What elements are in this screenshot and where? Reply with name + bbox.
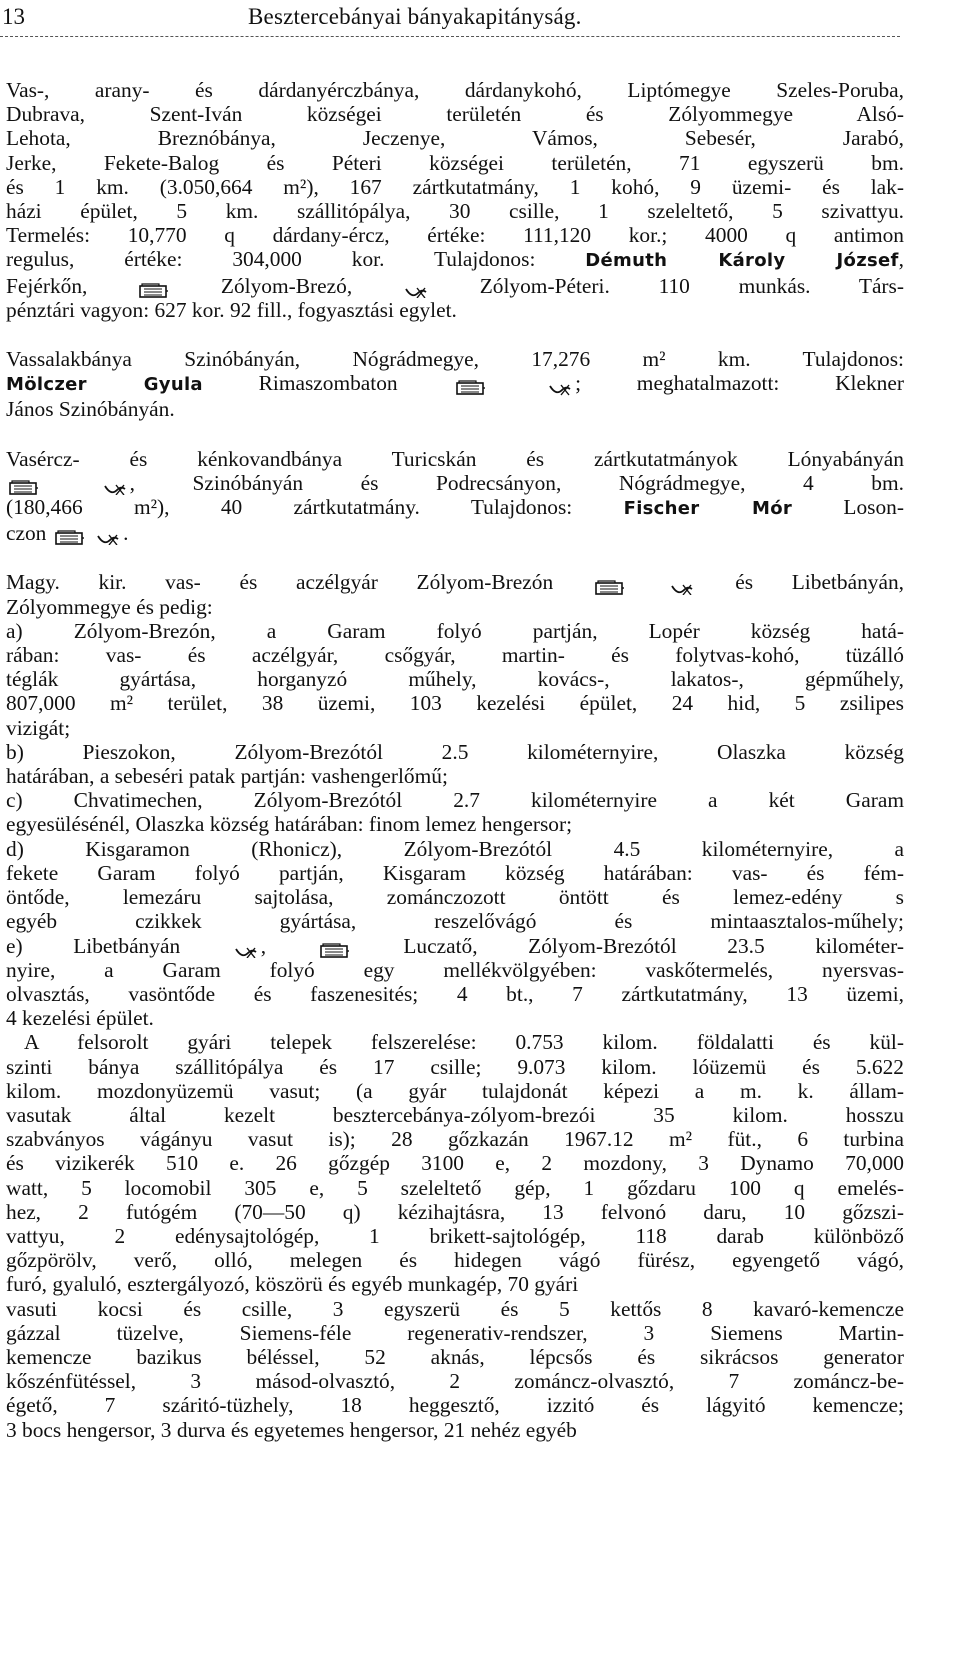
text-line: 4 kezelési épület. [6,1006,154,1031]
text-line: Magy. kir. vas- és aczélgyár Zólyom-Brezón és Libetbányán, [6,570,904,595]
text-line: a) Zólyom-Brezón, a Garam folyó partján, Lopér község hatá- [6,618,904,643]
text-line: 3 bocs hengersor, 3 durva és egyetemes hengersor, 21 nehéz egyéb [6,1417,577,1442]
text-line: fekete Garam folyó partján, Kisgaram község határában: vas- és fém- [6,860,904,885]
text-line: határában, a sebeséri patak partján: vashengerlőmű; [6,764,448,789]
text-line: Termelés: 10,770 q dárdany-ércz, értéke: 111,120 kor.; 4000 q antimon [6,223,904,248]
text-line: kilom. mozdonyüzemü vasut; (a gyár tulajdonát képezi a m. k. állam- [6,1078,904,1103]
text-line: vizigát; [6,715,71,740]
telegraph-icon [103,478,127,492]
text-line: és vizikerék 510 e. 26 gőzgép 3100 e, 2 mozdony, 3 Dynamo 70,000 [6,1151,904,1176]
text-line: gázzal tüzelve, Siemens-féle regenerativ-rendszer, 3 Siemens Martin- [6,1320,904,1345]
text-line: hez, 2 futógém (70—50 q) kézihajtásra, 13 felvonó daru, 10 gőzszi- [6,1199,904,1224]
entry-paragraph [6,347,904,422]
text-line: János Szinóbányán. [6,397,175,422]
text-line: és 1 km. (3.050,664 m²), 167 zártkutatmány, 1 kohó, 9 üzemi- és lak- [6,174,904,199]
text-line: 807,000 m² terület, 38 üzemi, 103 kezelési épület, 24 hid, 5 zsilipes [6,691,904,716]
post-horn-icon [595,577,625,593]
text-line: vasuti kocsi és csille, 3 egyszerü és 5 kettős 8 kavaró-kemencze [6,1296,904,1321]
text-line: egyesülésénél, Olaszka község határában: finom lemez hengersor; [6,812,573,837]
text-line: (180,466 m²), 40 zártkutatmány. Tulajdonos: Fischer Mór Loson- [6,495,904,520]
text-line: szinti bánya szállitópálya és 17 csille; 9.073 kilom. lóüzemü és 5.622 [6,1054,904,1079]
text-line: Fejérkőn, Zólyom-Brezó, Zólyom-Péteri. 110 munkás. Társ- [6,273,904,298]
text-line: e) Libetbányán , Luczatő, Zólyom-Brezótól 23.5 kilométer- [6,933,904,958]
running-head: Besztercebányai bányakapitányság. [248,4,582,29]
text-line: olvasztás, vasöntőde és faszenesités; 4 bt., 7 zártkutatmány, 13 üzemi, [6,981,904,1006]
post-horn-icon [320,940,350,956]
header-rule [0,36,900,37]
text-line: Zólyommegye és pedig: [6,594,213,619]
entry-paragraph [6,78,904,322]
post-horn-icon [55,527,85,543]
text-line: házi épület, 5 km. szállitópálya, 30 csille, 1 szeleltető, 5 szivattyu. [6,199,904,224]
text-line: rában: vas- és aczélgyár, csőgyár, martin- és folytvas-kohó, tüzálló [6,643,904,668]
owner-name: Démuth Károly József [585,250,899,272]
text-line: czon . [6,521,129,546]
telegraph-icon [404,281,428,295]
text-line: szabványos vágányu vasut is); 28 gőzkazán 1967.12 m² füt., 6 turbina [6,1127,904,1152]
owner-name: Fischer Mór [623,498,793,520]
text-line: Vassalakbánya Szinóbányán, Nógrádmegye, 17,276 m² km. Tulajdonos: [6,347,904,372]
text-line: c) Chvatimechen, Zólyom-Brezótól 2.7 kilométernyire a két Garam [6,788,904,813]
document-body [6,78,904,1467]
telegraph-icon [548,378,572,392]
entry-paragraph [6,447,904,546]
text-line: nyire, a Garam folyó egy mellékvölgyében: vaskőtermelés, nyersvas- [6,957,904,982]
text-line: öntőde, lemezáru sajtolása, zománczozott öntött és lemez-edény s [6,885,904,910]
text-line: A felsorolt gyári telepek felszerelése: 0.753 kilom. földalatti és kül- [24,1030,904,1055]
entry-paragraph [6,570,904,1441]
text-line: vattyu, 2 edénysajtológép, 1 brikett-sajtológép, 118 darab különböző [6,1223,904,1248]
text-line: watt, 5 locomobil 305 e, 5 szeleltető gép, 1 gőzdaru 100 q emelés- [6,1175,904,1200]
owner-name: Mölczer Gyula [6,374,203,396]
telegraph-icon [96,528,120,542]
page-header [0,2,960,32]
text-line: égető, 7 száritó-tüzhely, 18 heggesztő, izzitó és lágyitó kemencze; [6,1393,904,1418]
telegraph-icon [670,578,694,592]
telegraph-icon [234,941,258,955]
page-number: 13 [2,4,25,29]
post-horn-icon [139,280,169,296]
post-horn-icon [9,477,39,493]
text-line: gőzpörölv, verő, olló, melegen és hidegen vágó fürész, egyengető vágó, [6,1248,904,1273]
text-line: Dubrava, Szent-Iván községei területén és Zólyommegye Alsó- [6,102,904,127]
text-line: d) Kisgaramon (Rhonicz), Zólyom-Brezótól 4.5 kilométernyire, a [6,836,904,861]
text-line: , Szinóbányán és Podrecsányon, Nógrádmegye, 4 bm. [6,471,904,495]
text-line: pénztári vagyon: 627 kor. 92 fill., fogyasztási egylet. [6,297,457,322]
text-line: kemencze bazikus béléssel, 52 aknás, lépcsős és sikrácsos generator [6,1344,904,1369]
text-line: vasutak által kezelt besztercebánya-zólyom-brezói 35 kilom. hosszu [6,1102,904,1127]
text-line: furó, gyaluló, esztergályozó, köszörü és egyéb munkagép, 70 gyári [6,1272,579,1297]
text-line: b) Pieszokon, Zólyom-Brezótól 2.5 kilométernyire, Olaszka község [6,739,904,764]
text-line: egyéb czikkek gyártása, reszelővágó és mintaasztalos-műhely; [6,909,904,934]
text-line: téglák gyártása, horganyzó műhely, kovács-, lakatos-, gépműhely, [6,667,904,692]
text-line: Jerke, Fekete-Balog és Péteri községei területén, 71 egyszerü bm. [6,150,904,175]
text-line: Mölczer Gyula Rimaszombaton ; meghatalmazott: Klekner [6,371,904,396]
text-line: regulus, értéke: 304,000 kor. Tulajdonos: Démuth Károly József, [6,247,904,272]
text-line: Lehota, Breznóbánya, Jeczenye, Vámos, Sebesér, Jarabó, [6,126,904,151]
text-line: Vas-, arany- és dárdanyérczbánya, dárdanykohó, Liptómegye Szeles-Poruba, [6,78,904,102]
post-horn-icon [456,377,486,393]
text-line: Vasércz- és kénkovandbánya Turicskán és zártkutatmányok Lónyabányán [6,446,904,471]
text-line: kőszénfütéssel, 3 másod-olvasztó, 2 zománcz-olvasztó, 7 zománcz-be- [6,1369,904,1394]
